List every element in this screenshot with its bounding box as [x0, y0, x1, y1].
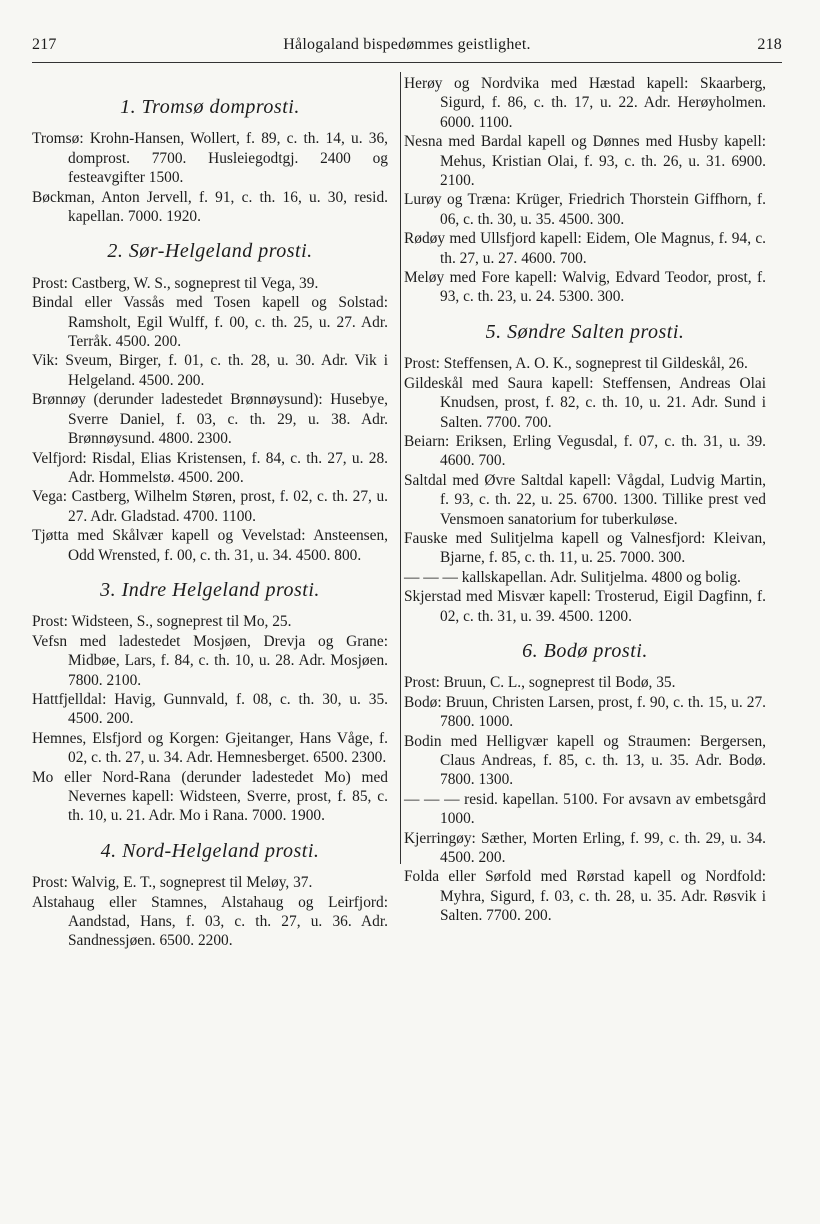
- parish-entry: Gildeskål med Saura kapell: Steffensen, Andreas Olai Knudsen, prost, f. 82, c. th. 10, u. 21. Adr. Sund i Salten. 7700. 700.: [404, 374, 766, 431]
- section-title: 6. Bodø prosti.: [522, 639, 648, 662]
- section-title: 1. Tromsø domprosti.: [120, 96, 300, 118]
- parish-entry: Prost: Steffensen, A. O. K., sogneprest til Gildeskål, 26.: [404, 355, 748, 373]
- parish-entry: Rødøy med Ullsfjord kapell: Eidem, Ole Magnus, f. 94, c. th. 27, u. 27. 4600. 700.: [404, 230, 766, 267]
- running-title: Hålogaland bispedømmes geistlighet.: [283, 36, 531, 53]
- section-title: 3. Indre Helgeland prosti.: [100, 578, 320, 601]
- parish-entry: Nesna med Bardal kapell og Dønnes med Husby kapell: Mehus, Kristian Olai, f. 93, c. th. 26, u. 31. 6900. 2100.: [404, 133, 766, 190]
- page-number-left: 217: [32, 36, 57, 53]
- parish-entry: Herøy og Nordvika med Hæstad kapell: Skaarberg, Sigurd, f. 86, c. th. 17, u. 22. Adr. Herøyholmen. 6000. 1100.: [404, 75, 766, 131]
- left-column: [32, 64, 388, 951]
- section-title: 2. Sør-Helgeland prosti.: [107, 240, 313, 263]
- parish-entry: Fauske med Sulitjelma kapell og Valnesfjord: Kleivan, Bjarne, f. 85, c. th. 11, u. 25. 7000. 300.: [404, 529, 766, 567]
- parish-entry: Vik: Sveum, Birger, f. 01, c. th. 28, u. 30. Adr. Vik i Helgeland. 4500. 200.: [32, 352, 388, 389]
- parish-entry: Prost: Widsteen, S., sogneprest til Mo, 25.: [32, 613, 292, 631]
- parish-entry: Folda eller Sørfold med Rørstad kapell og Nordfold: Myhra, Sigurd, f. 03, c. th. 28, u. 35. Adr. Røsvik i Salten. 7700. 200.: [404, 868, 766, 925]
- parish-entry: Bodin med Helligvær kapell og Straumen: Bergersen, Claus Andreas, f. 85, c. th. 13, u. 35. Adr. Bodø. 7800. 1300.: [404, 732, 766, 789]
- parish-entry: Prost: Walvig, E. T., sogneprest til Meløy, 37.: [32, 874, 313, 892]
- parish-entry: Vega: Castberg, Wilhelm Støren, prost, f. 02, c. th. 27, u. 27. Adr. Gladstad. 4700. 1100.: [32, 488, 388, 525]
- parish-entry: Bøckman, Anton Jervell, f. 91, c. th. 16, u. 30, resid. kapellan. 7000. 1920.: [32, 188, 388, 226]
- parish-entry: Lurøy og Træna: Krüger, Friedrich Thorstein Giffhorn, f. 06, c. th. 30, u. 35. 4500. 300.: [404, 191, 766, 228]
- parish-entry: Prost: Bruun, C. L., sogneprest til Bodø, 35.: [404, 674, 676, 692]
- parish-entry: Bodø: Bruun, Christen Larsen, prost, f. 90, c. th. 15, u. 27. 7800. 1000.: [404, 693, 766, 731]
- parish-entry: Hemnes, Elsfjord og Korgen: Gjeitanger, Hans Våge, f. 02, c. th. 27, u. 34. Adr. Hemnesberget. 6500. 2300.: [32, 729, 388, 767]
- page-header: [32, 36, 782, 54]
- parish-entry: Skjerstad med Misvær kapell: Trosterud, Eigil Dagfinn, f. 02, c. th. 31, u. 39. 4500. 1200.: [404, 588, 766, 625]
- column-divider: [400, 72, 401, 864]
- parish-entry: Velfjord: Risdal, Elias Kristensen, f. 84, c. th. 27, u. 28. Adr. Hommelstø. 4500. 200.: [32, 449, 388, 486]
- parish-entry: Vefsn med ladestedet Mosjøen, Drevja og Grane: Midbøe, Lars, f. 84, c. th. 10, u. 28. Adr. Mosjøen. 7800. 2100.: [32, 632, 388, 689]
- parish-entry: Bindal eller Vassås med Tosen kapell og Solstad: Ramsholt, Egil Wulff, f. 00, c. th. 25, u. 27. Adr. Terråk. 4500. 200.: [32, 294, 388, 351]
- parish-entry: Hattfjelldal: Havig, Gunnvald, f. 08, c. th. 30, u. 35. 4500. 200.: [32, 690, 388, 728]
- parish-entry: Prost: Castberg, W. S., sogneprest til Vega, 39.: [32, 274, 319, 292]
- parish-entry: Tjøtta med Skålvær kapell og Vevelstad: Ansteensen, Odd Wrensted, f. 00, c. th. 31, u. 34. 4500. 800.: [32, 527, 388, 564]
- page-number-right: 218: [757, 36, 782, 53]
- parish-entry: Tromsø: Krohn-Hansen, Wollert, f. 89, c. th. 14, u. 36, domprost. 7700. Husleiegodtgj. 2400 og festeavgifter 1500.: [32, 130, 388, 187]
- header-rule: [32, 62, 782, 63]
- parish-entry: — — — kallskapellan. Adr. Sulitjelma. 4800 og bolig.: [404, 568, 741, 586]
- parish-entry: Kjerringøy: Sæther, Morten Erling, f. 99, c. th. 29, u. 34. 4500. 200.: [404, 829, 766, 867]
- parish-entry: Saltdal med Øvre Saltdal kapell: Vågdal, Ludvig Martin, f. 93, c. th. 22, u. 25. 6700. 1300. Tillike prest ved Vensmoen sanatorium for tuberkuløse.: [404, 471, 766, 528]
- parish-entry: Mo eller Nord-Rana (derunder ladestedet Mo) med Nevernes kapell: Widsteen, Sverre, prost, f. 85, c. th. 10, u. 21. Adr. Mo i Rana. 7000. 1900.: [32, 768, 388, 825]
- right-column: [404, 74, 766, 926]
- parish-entry: Brønnøy (derunder ladestedet Brønnøysund): Husebye, Sverre Daniel, f. 03, c. th. 29, u. 38. Adr. Brønnøysund. 4800. 2300.: [32, 391, 388, 448]
- parish-entry: Alstahaug eller Stamnes, Alstahaug og Leirfjord: Aandstad, Hans, f. 03, c. th. 27, u. 36. Adr. Sandnessjøen. 6500. 2200.: [32, 893, 388, 950]
- parish-entry: Meløy med Fore kapell: Walvig, Edvard Teodor, prost, f. 93, c. th. 23, u. 24. 5300. 300.: [404, 269, 766, 306]
- parish-entry: Beiarn: Eriksen, Erling Vegusdal, f. 07, c. th. 31, u. 39. 4600. 700.: [404, 432, 766, 470]
- parish-entry: — — — resid. kapellan. 5100. For avsavn av embetsgård 1000.: [404, 790, 766, 828]
- section-title: 4. Nord-Helgeland prosti.: [100, 839, 320, 862]
- section-title: 5. Søndre Salten prosti.: [485, 320, 685, 343]
